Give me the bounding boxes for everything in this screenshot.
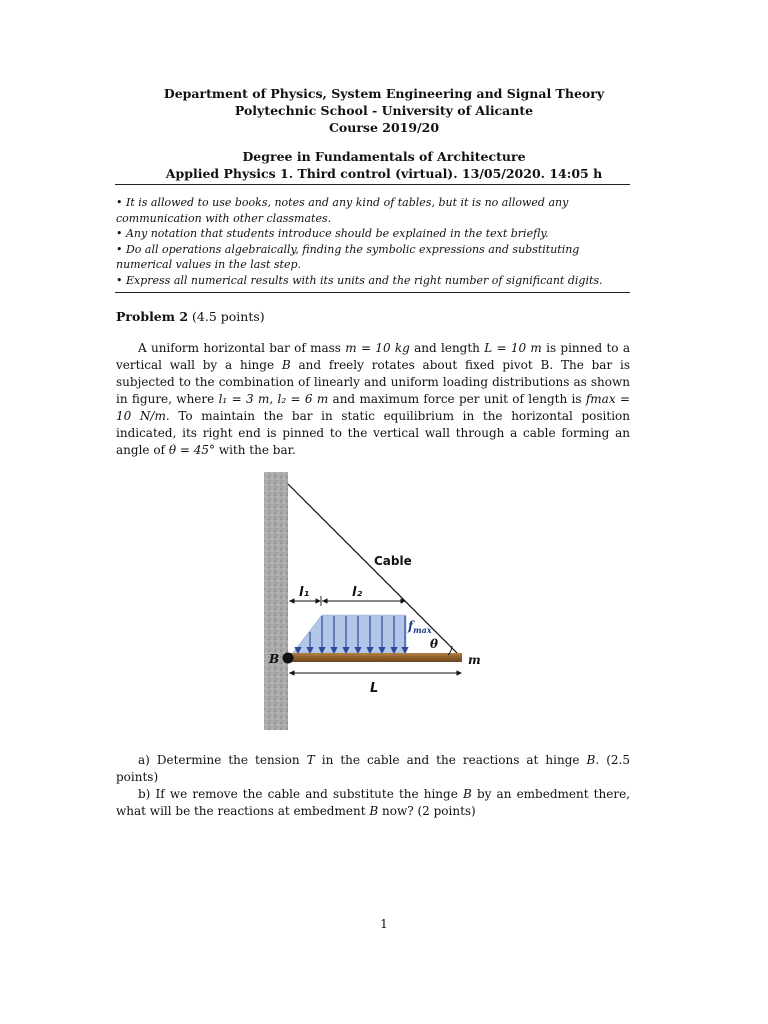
l1-value: l₁ = 3 m (218, 392, 270, 406)
bar (288, 653, 462, 662)
l2-value: l₂ = 6 m (277, 392, 329, 406)
l1-label: l₁ (299, 585, 310, 600)
problem-heading (116, 309, 265, 324)
degree-line: Degree in Fundamentals of Architecture (242, 149, 526, 164)
hinge-b (283, 653, 294, 664)
exam-title-line: Applied Physics 1. Third control (virtual). 13/05/2020. 14:05 h (165, 166, 603, 181)
problem-title: Problem 2 (116, 309, 189, 324)
b-label: B (269, 652, 280, 666)
page-number: 1 (380, 917, 388, 931)
bottom-rule (115, 292, 630, 293)
load-distribution (292, 615, 406, 654)
theta-value: θ = 45° (168, 443, 215, 457)
document-header (0, 85, 768, 182)
instruction-item: • Do all operations algebraically, finding the symbolic expressions and substituting numerical values in the last step. (116, 242, 580, 271)
l2-label: l₂ (352, 585, 363, 600)
length-value: L = 10 m (484, 341, 542, 355)
school-line: Polytechnic School - University of Alicante (234, 103, 534, 118)
course-line: Course 2019/20 (328, 120, 440, 135)
theta-label: θ (430, 637, 439, 651)
question-b: b) If we remove the cable and substitute the hinge B by an embedment there, what will be the reactions at embedment B now? (2 points) (116, 787, 630, 818)
wall (264, 472, 288, 730)
cable-label: Cable (374, 554, 412, 568)
mass-value: m = 10 kg (345, 341, 410, 355)
instruction-item: • Any notation that students introduce should be explained in the text briefly. (116, 227, 549, 240)
problem-statement: A uniform horizontal bar of mass m = 10 kg and length L = 10 m is pinned to a vertical wall by a hinge B and freely rotates about fixed pivot B. The bar is subjected to the combination of linearly and uniform loading distributions as shown in figure, where l₁ = 3 m, l₂ = 6 m and maximum force per unit of length is fmax = 10 N/m. To maintain the bar in static equilibrium in the horizontal position indicated, its right end is pinned to the vertical wall through a cable forming an angle of θ = 45° with the bar. (116, 341, 630, 457)
fmax-label: $f_{max}$ (408, 619, 432, 635)
fmax-value: fmax = 10 N/m (116, 392, 630, 423)
l-label: L (370, 681, 379, 696)
problem-points: (4.5 points) (192, 309, 265, 324)
instruction-item: • Express all numerical results with its units and the right number of significant digits. (116, 273, 603, 287)
top-rule (115, 184, 630, 185)
m-label: m (468, 653, 481, 667)
instruction-item: • It is allowed to use books, notes and any kind of tables, but it is no allowed any communication with other classmates. (116, 196, 569, 225)
bar-diagram (262, 470, 484, 732)
department-line: Department of Physics, System Engineering and Signal Theory (163, 86, 605, 101)
question-a: a) Determine the tension T in the cable and the reactions at hinge B. (2.5 points) (116, 753, 630, 784)
instructions-list (116, 195, 630, 288)
